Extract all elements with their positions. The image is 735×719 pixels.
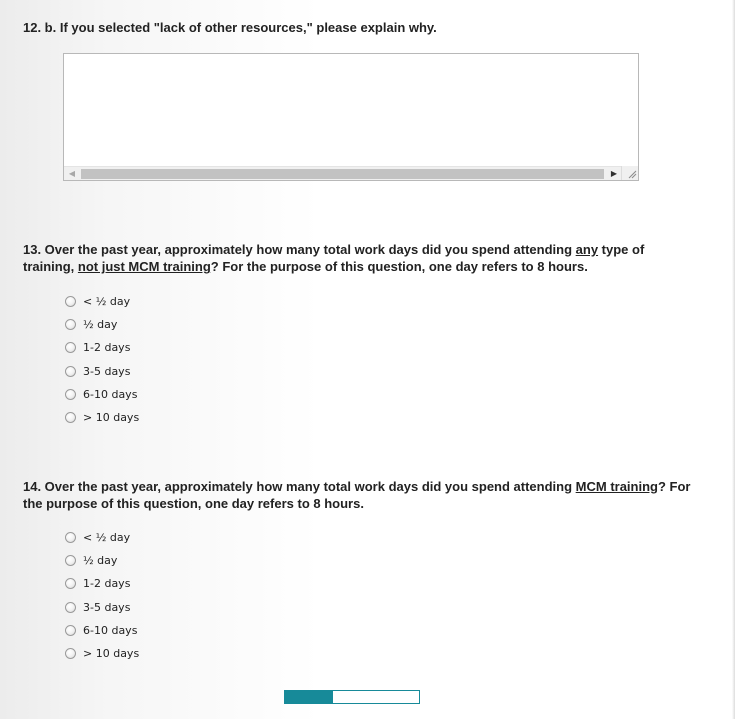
q13-option[interactable]: [65, 290, 365, 313]
option-label[interactable]: 3-5 days: [83, 364, 131, 378]
q13-title-emphasis-any: any: [575, 242, 599, 257]
resize-grip-icon[interactable]: [621, 166, 638, 180]
scroll-left-arrow-icon[interactable]: ◀: [68, 169, 76, 178]
radio-button[interactable]: [65, 648, 76, 659]
scrollbar-thumb[interactable]: [81, 169, 604, 179]
radio-button[interactable]: [65, 602, 76, 613]
option-label[interactable]: > 10 days: [83, 411, 140, 425]
question-13-options: [65, 290, 365, 429]
radio-button[interactable]: [65, 578, 76, 589]
option-label[interactable]: 6-10 days: [83, 387, 138, 401]
q13-title-part: type of training,: [23, 242, 645, 274]
q14-option[interactable]: [65, 619, 365, 642]
question-14-title: [23, 478, 693, 512]
q14-option[interactable]: [65, 642, 365, 665]
q14-title-part: 14. Over the past year, approximately how many total work days did you spend attending: [23, 479, 576, 494]
radio-button[interactable]: [65, 555, 76, 566]
question-12b-title: 12. b. If you selected "lack of other resources," please explain why.: [23, 20, 437, 35]
survey-progress-bar: [284, 690, 420, 704]
option-label[interactable]: 3-5 days: [83, 600, 131, 614]
radio-button[interactable]: [65, 342, 76, 353]
q14-title-part: ? For the purpose of this question, one day refers to 8 hours.: [23, 479, 691, 511]
q13-option[interactable]: [65, 360, 365, 383]
option-label[interactable]: < ½ day: [83, 295, 131, 309]
q13-option[interactable]: [65, 313, 365, 336]
q14-option[interactable]: [65, 572, 365, 595]
question-14-options: [65, 526, 365, 665]
q13-option[interactable]: [65, 383, 365, 406]
option-label[interactable]: ½ day: [83, 318, 118, 332]
option-label[interactable]: > 10 days: [83, 647, 140, 661]
radio-button[interactable]: [65, 366, 76, 377]
q14-option[interactable]: [65, 526, 365, 549]
option-label[interactable]: 1-2 days: [83, 577, 131, 591]
progress-fill: [285, 691, 333, 703]
scroll-right-arrow-icon[interactable]: ▶: [610, 169, 618, 178]
option-label[interactable]: 6-10 days: [83, 623, 138, 637]
q14-option[interactable]: [65, 596, 365, 619]
option-label[interactable]: 1-2 days: [83, 341, 131, 355]
textarea-horizontal-scrollbar[interactable]: [64, 166, 622, 180]
radio-button[interactable]: [65, 296, 76, 307]
q13-title-part: 13. Over the past year, approximately how many total work days did you spend attending: [23, 242, 576, 257]
radio-button[interactable]: [65, 625, 76, 636]
radio-button[interactable]: [65, 389, 76, 400]
q14-title-emphasis-mcm-training: MCM training: [575, 479, 658, 494]
radio-button[interactable]: [65, 532, 76, 543]
question-13-title: [23, 241, 693, 275]
q13-option[interactable]: [65, 336, 365, 359]
q13-title-emphasis-not-just: not just MCM training: [77, 259, 211, 274]
radio-button[interactable]: [65, 319, 76, 330]
q13-option[interactable]: [65, 406, 365, 429]
option-label[interactable]: ½ day: [83, 554, 118, 568]
q13-title-part: ? For the purpose of this question, one day refers to 8 hours.: [210, 259, 588, 274]
option-label[interactable]: < ½ day: [83, 531, 131, 545]
q14-option[interactable]: [65, 549, 365, 572]
radio-button[interactable]: [65, 412, 76, 423]
question-12b-textarea[interactable]: [63, 53, 639, 181]
